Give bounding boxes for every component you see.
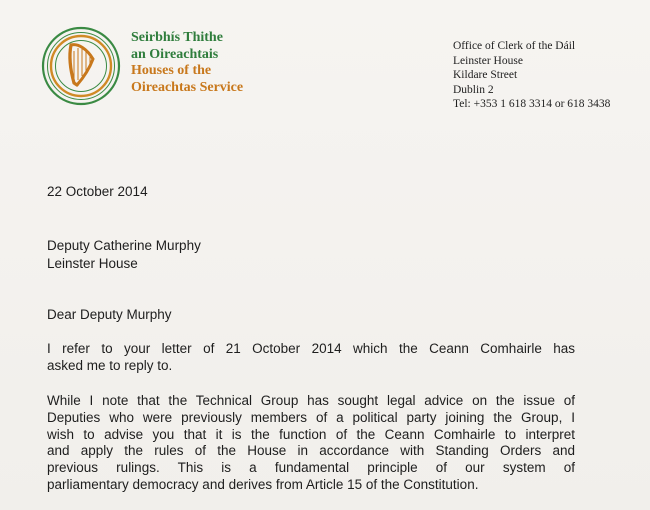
paragraph-line: While I note that the Technical Group has sought legal advice on the issue of bbox=[47, 393, 575, 408]
address-line: Dublin 2 bbox=[453, 83, 494, 96]
paragraph-line: wish to advise you that it is the function of the Ceann Comhairle to interpret bbox=[47, 426, 575, 442]
paragraph-line: Deputies who were previously members of a political party joining the Group, I bbox=[47, 409, 575, 425]
harp-icon bbox=[40, 25, 122, 107]
address-line: Kildare Street bbox=[453, 69, 518, 82]
sender-address bbox=[453, 39, 610, 112]
address-line: Leinster House bbox=[453, 54, 523, 67]
paragraph-line: previous rulings. This is a fundamental principle of our system of bbox=[47, 460, 575, 476]
paragraph-line: parliamentary democracy and derives from Article 15 of the Constitution. bbox=[47, 476, 479, 492]
address-telephone: Tel: +353 1 618 3314 or 618 3438 bbox=[453, 98, 611, 111]
recipient-block bbox=[47, 237, 201, 273]
paragraph-2 bbox=[47, 393, 575, 494]
org-name-english-line2: Oireachtas Service bbox=[131, 79, 244, 95]
recipient-name: Deputy Catherine Murphy bbox=[47, 238, 201, 253]
paragraph-1 bbox=[47, 341, 575, 375]
paragraph-line: and apply the rules of the House in accordance with Standing Orders and bbox=[47, 443, 575, 459]
paragraph-line: asked me to reply to. bbox=[47, 357, 173, 373]
org-name-english-line1: Houses of the bbox=[131, 63, 212, 78]
salutation: Dear Deputy Murphy bbox=[47, 307, 172, 322]
org-name-irish-line1: Seirbhís Thithe bbox=[131, 30, 223, 45]
recipient-address: Leinster House bbox=[47, 256, 138, 271]
organisation-name bbox=[131, 30, 243, 96]
paragraph-line: I refer to your letter of 21 October 2014 which the Ceann Comhairle has bbox=[47, 341, 575, 356]
address-line: Office of Clerk of the Dáil bbox=[453, 40, 576, 52]
org-name-irish-line2: an Oireachtais bbox=[131, 46, 219, 62]
letter-date: 22 October 2014 bbox=[47, 184, 148, 199]
